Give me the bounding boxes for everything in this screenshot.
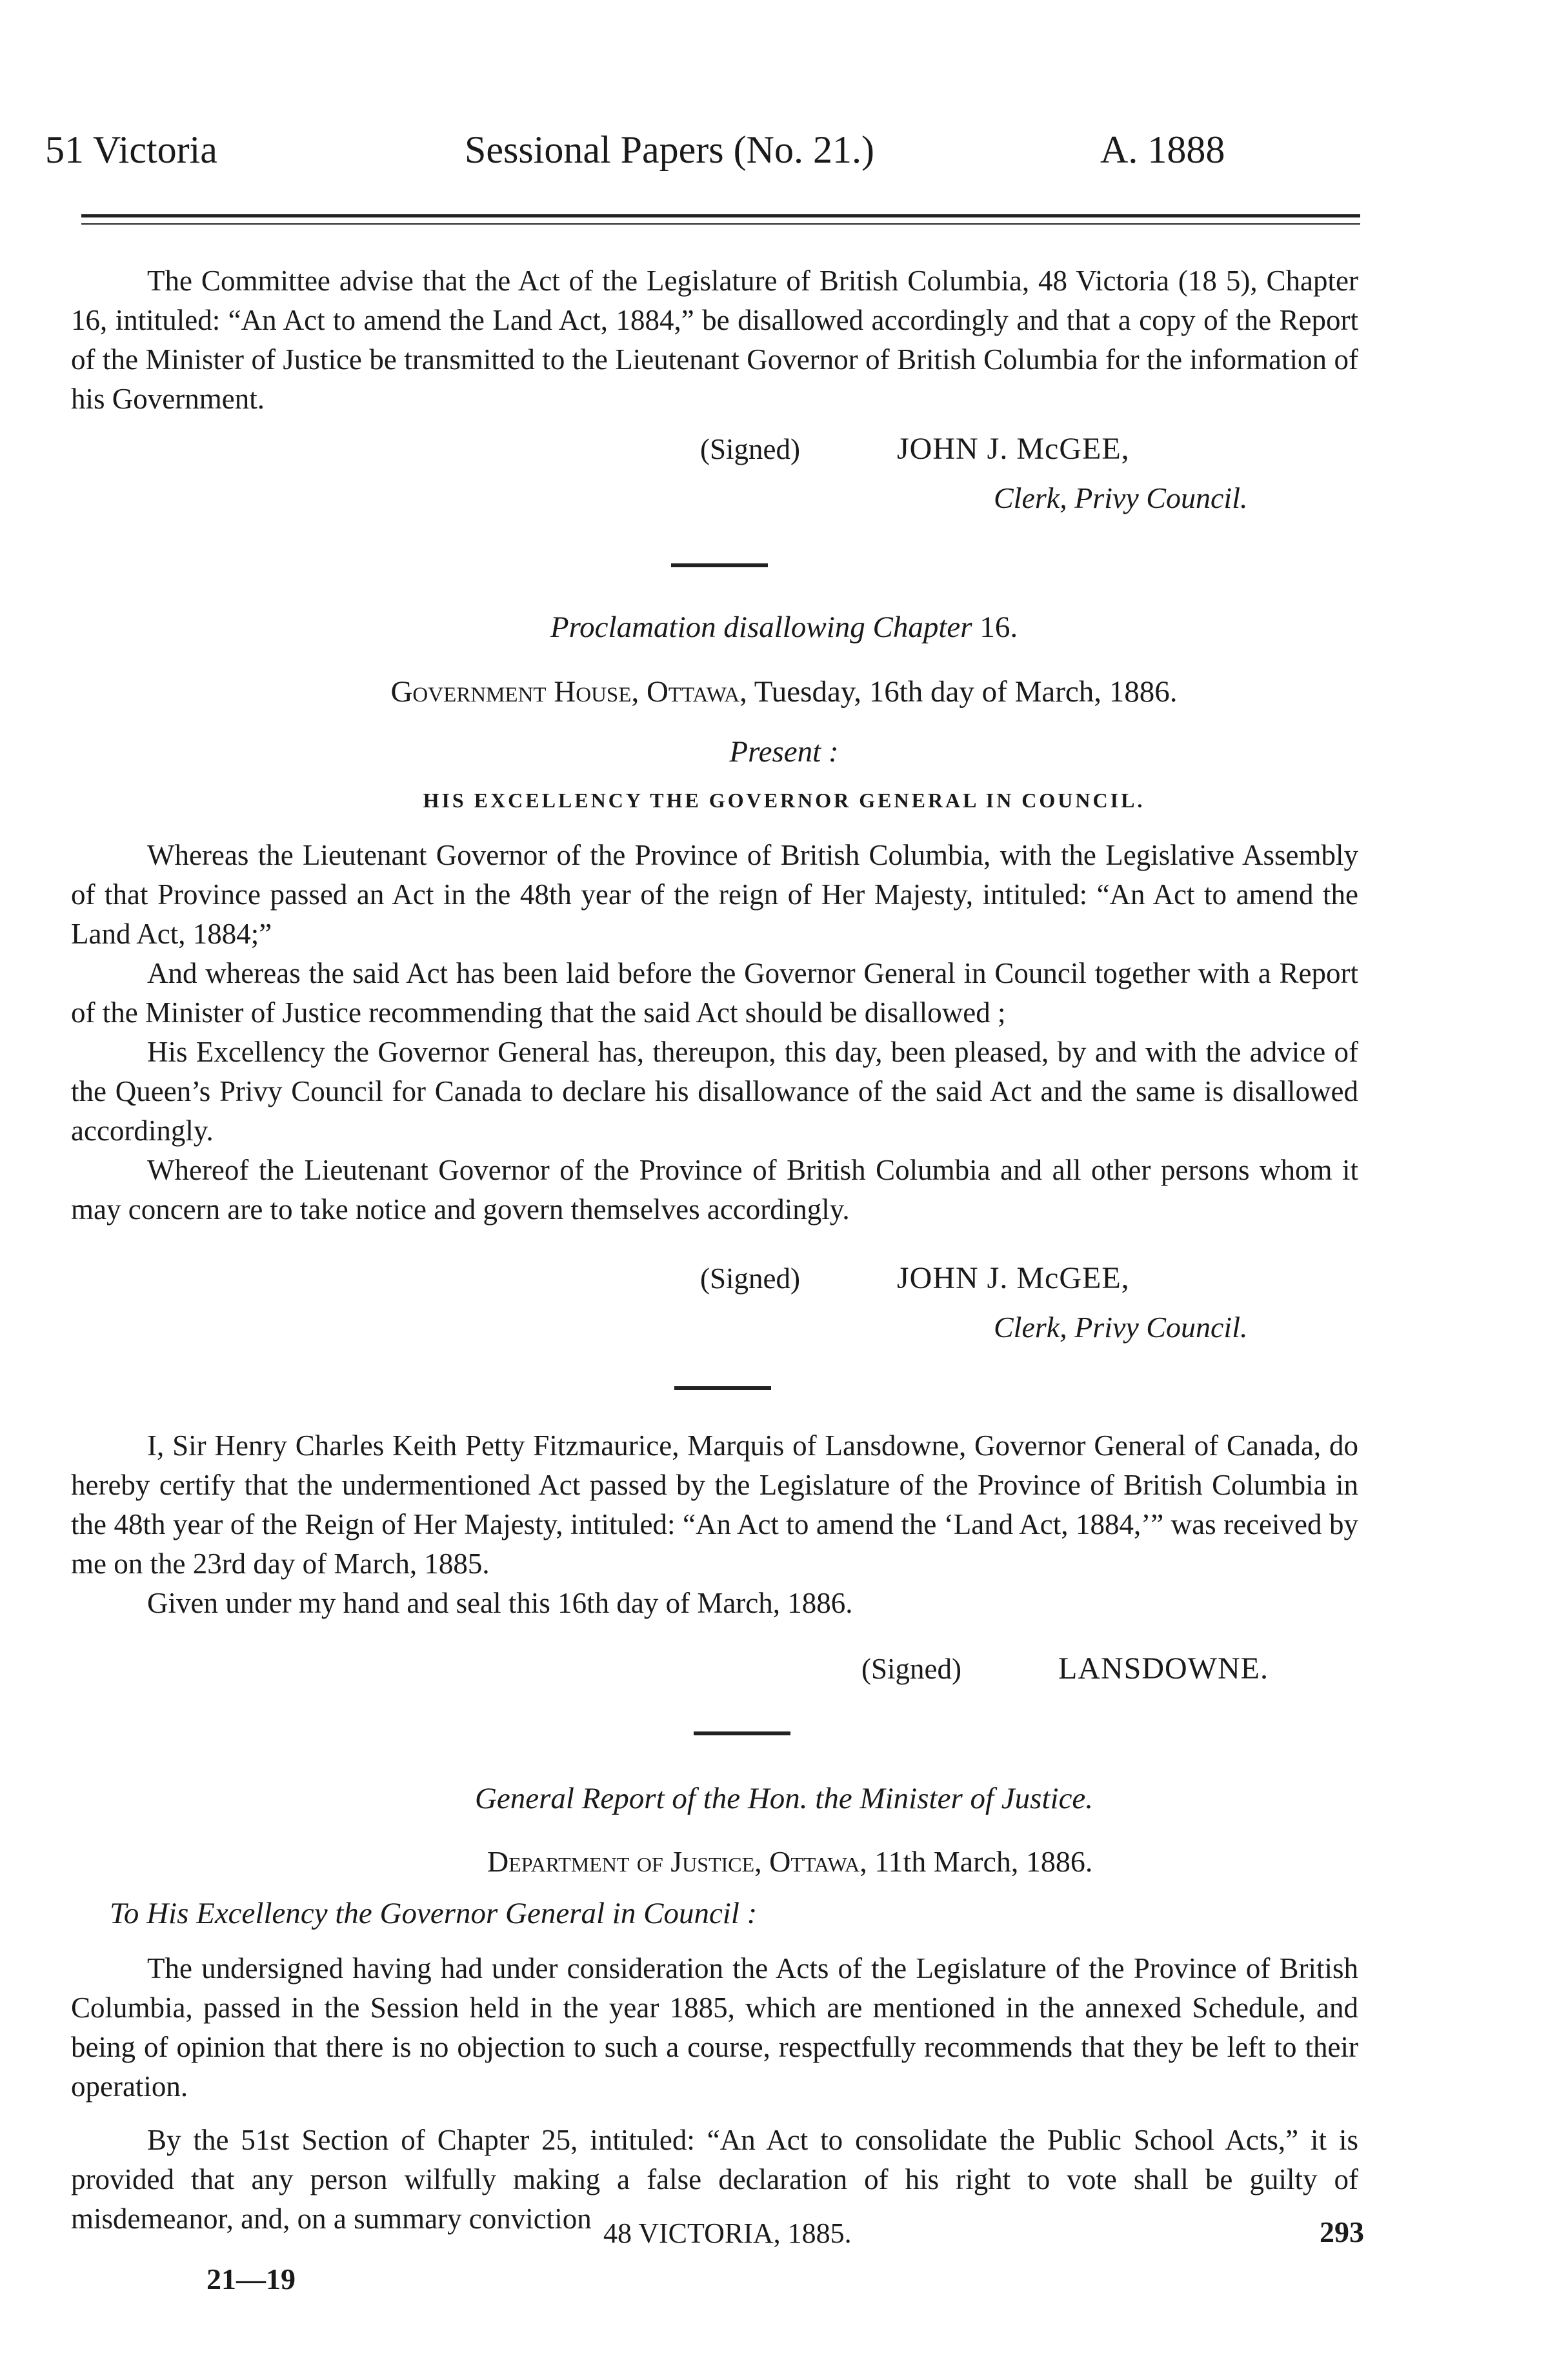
council-line: HIS EXCELLENCY THE GOVERNOR GENERAL IN COUNCIL. [423,789,1145,812]
report-place-date [487,1844,1092,1879]
proclamation-heading-text: Proclamation disallowing Chapter [550,610,972,644]
whereas-block [71,836,1358,1229]
whereas-paragraph-2: And whereas the said Act has been laid before the Governor General in Council together with a Report of the Minister of Justice recommending that the said Act should be disallowed ; [71,957,1358,1029]
report-date: 11th March, 1886. [874,1845,1093,1878]
section-divider [674,1386,771,1390]
proclamation-place: Government House, Ottawa, [390,675,747,709]
present-label: Present : [729,735,839,769]
whereas-paragraph-3: His Excellency the Governor General has, thereupon, this day, been pleased, by and with the advice of the Queen’s Privy Council for Canada to declare his disallowance of the said Act and the same is disallowed accordingly. [71,1036,1358,1147]
report-salutation: To His Excellency the Governor General in Council : [110,1897,758,1930]
report-paragraph-1: The undersigned having had under consideration the Acts of the Legislature of the Province of British Columbia, passed in the Session held in the year 1885, which are mentioned in the annexed Schedule, and being of opinion that there is no objection to such a course, respectfully recommends that they be left to their operation. [71,1952,1358,2103]
header-center: Sessional Papers (No. 21.) [465,128,874,171]
proclamation-heading [0,610,1568,645]
header-rule-thick [81,214,1360,217]
report-paragraph-2: By the 51st Section of Chapter 25, intituled: “An Act to consolidate the Public School Acts,” it is provided that any person wilfully making a false declaration of his right to vote shall be guilty of misdemeanor, and, on a summary conviction [71,2124,1358,2235]
proclamation-date: Tuesday, 16th day of March, 1886. [754,675,1178,709]
whereas-paragraph-4: Whereof the Lieutenant Governor of the Province of British Columbia and all other persons whom it may concern are to take notice and govern themselves accordingly. [71,1154,1358,1226]
header-left: 51 Victoria [45,128,217,171]
report-body [71,1949,1358,2239]
signatory-name: JOHN J. McGEE, [897,432,1130,466]
signed-label: (Signed) [861,1653,961,1685]
header-rule-thin [81,223,1360,225]
whereas-paragraph-1: Whereas the Lieutenant Governor of the Province of British Columbia, with the Legislative Assembly of that Province passed an Act in the 48th year of the reign of Her Majesty, intituled: “An Act to amend the Land Act, 1884;” [71,839,1358,950]
signatory-name: LANSDOWNE. [1058,1651,1269,1686]
signed-label: (Signed) [700,433,800,465]
signature-mark: 21—19 [206,2263,296,2295]
certificate-paragraph: I, Sir Henry Charles Keith Petty Fitzmaurice, Marquis of Lansdowne, Governor General of Canada, do hereby certify that the undermentioned Act passed by the Legislature of the Province of British Columbia in the 48th year of the Reign of Her Majesty, intituled: “An Act to amend the ‘Land Act, 1884,’” was received by me on the 23rd day of March, 1885. [71,1429,1358,1580]
signatory-name: JOHN J. McGEE, [897,1261,1130,1295]
signatory-title: Clerk, Privy Council. [994,481,1248,514]
signatory-title: Clerk, Privy Council. [994,1311,1248,1344]
proclamation-place-date [0,674,1568,709]
report-heading: General Report of the Hon. the Minister of Justice. [474,1782,1094,1815]
committee-paragraph: The Committee advise that the Act of the Legislature of British Columbia, 48 Victoria (18 5), Chapter 16, intituled: “An Act to amend the Land Act, 1884,” be disallowed accordingly and that a copy of the Report of the Minister of Justice be transmitted to the Lieutenant Governor of British Columbia for the information of his Government. [71,265,1358,415]
report-department: Department of Justice, Ottawa, [487,1845,867,1878]
proclamation-chapter-number: 16. [980,610,1018,644]
section-divider [694,1731,790,1735]
page-number: 293 [1320,2215,1364,2248]
certificate-block [71,1426,1358,1623]
footer-center: 48 VICTORIA, 1885. [603,2217,852,2249]
section-divider [671,563,768,567]
header-right: A. 1888 [1100,128,1225,171]
given-under-hand: Given under my hand and seal this 16th day of March, 1886. [147,1587,853,1619]
signed-label: (Signed) [700,1262,800,1295]
